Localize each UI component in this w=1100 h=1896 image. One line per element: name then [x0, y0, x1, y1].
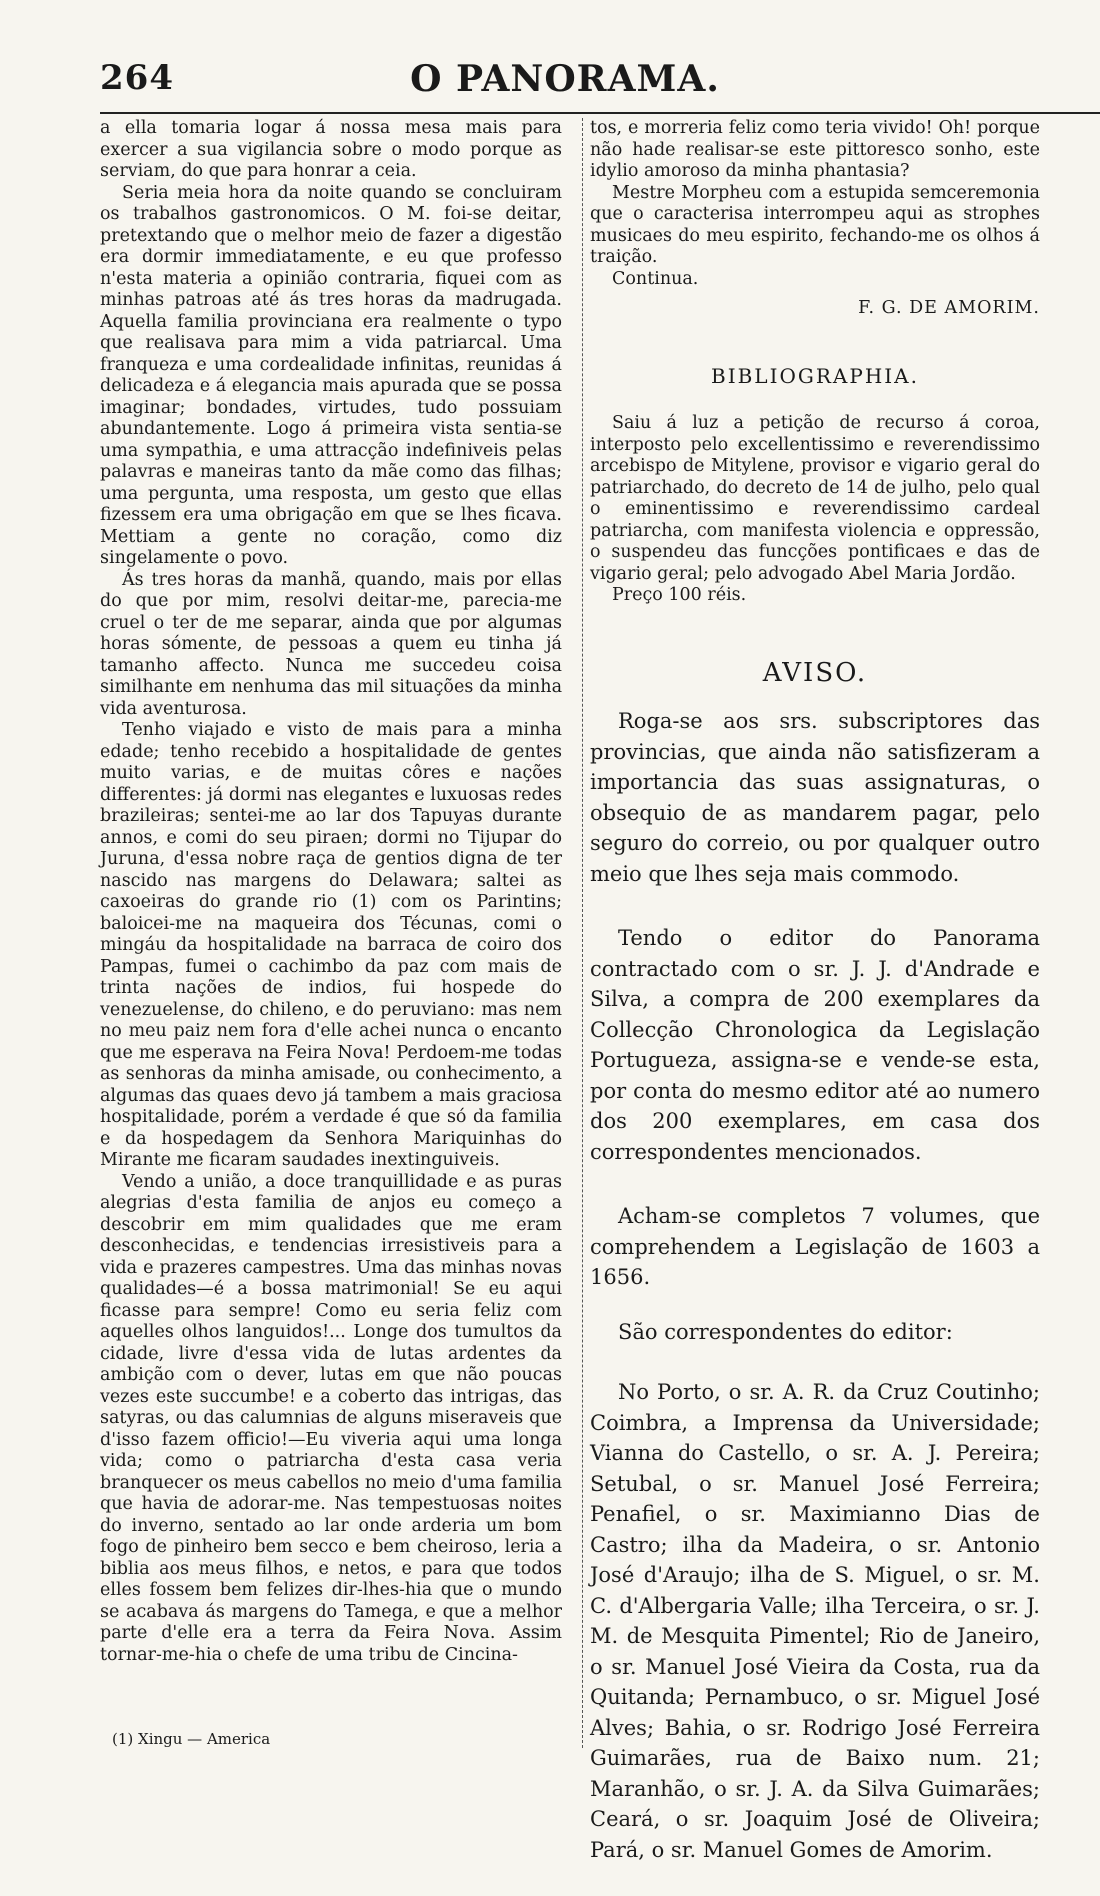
paragraph: Tenho viajado e visto de mais para a minha edade; tenho recebido a hospitalidade de gentes muito varias, e de muitas côres e nações differentes: já dormi nas elegantes e luxuosas redes brazileiras; sentei-me ao lar dos Tapuyas durante annos, e comi do seu piraen; dormi no Tijupar do Juruna, d'essa nobre raça de gentios digna de ter nascido nas margens do Delawara; saltei as caxoeiras do grande rio (1) com os Parintins; baloicei-me na maqueira dos Técunas, comi o mingáu da hospitalidade na barraca de coiro dos Pampas, fumei o cachimbo da paz com mais de trinta nações de indios, fui hospede do venezuelense, do chileno, e do peruviano: mas nem no meu paiz nem fora d'elle achei nunca o encanto que me esperava na Feira Nova! Perdoem-me todas as senhoras da minha amisade, ou conhecimento, a algumas das quaes devo já tambem a mais graciosa hospitalidade, porém a verdade é que só da familia e da hospedagem da Senhora Mariquinhas do Mirante me ficaram saudades inextinguiveis.: [100, 720, 562, 1170]
bibliographia-heading: BIBLIOGRAPHIA.: [711, 363, 919, 388]
header-rule: [100, 112, 1100, 114]
page-number: 264: [100, 58, 174, 98]
aviso-section: [590, 706, 1040, 1865]
paragraph: Mestre Morpheu com a estupida semceremonia que o caracterisa interrompeu aqui as strophes musicaes do meu espirito, fechando-me os olhos á traição.: [590, 182, 1040, 267]
paragraph: a ella tomaria logar á nossa mesa mais para exercer a sua vigilancia sobre o modo porque as serviam, do que para honrar a ceia.: [100, 118, 562, 181]
paragraph: Roga-se aos srs. subscriptores das provincias, que ainda não satisfizeram a importancia das suas assignaturas, o obsequio de as mandarem pagar, pelo seguro do correio, ou por qualquer outro meio que lhes seja mais commodo.: [590, 709, 1040, 886]
paragraph: Tendo o editor do Panorama contractado com o sr. J. J. d'Andrade e Silva, a compra de 200 exemplares da Collecção Chronologica da Legislação Portugueza, assigna-se e vende-se esta, por conta do mesmo editor até ao numero dos 200 exemplares, em casa dos correspondentes mencionados.: [590, 926, 1040, 1164]
right-column: [590, 118, 1040, 1865]
correspondents-list: No Porto, o sr. A. R. da Cruz Coutinho; Coimbra, a Imprensa da Universidade; Vianna do Castello, o sr. A. J. Pereira; Setubal, o sr. Manuel José Ferreira; Penafiel, o sr. Maximianno Dias de Castro; ilha da Madeira, o sr. Antonio José d'Araujo; ilha de S. Miguel, o sr. M. C. d'Albergaria Valle; ilha Terceira, o sr. J. M. de Mesquita Pimentel; Rio de Janeiro, o sr. Manuel José Vieira da Costa, rua da Quitanda; Pernambuco, o sr. Miguel José Alves; Bahia, o sr. Rodrigo José Ferreira Guimarães, rua de Baixo num. 21; Maranhão, o sr. J. A. da Silva Guimarães; Ceará, o sr. Joaquim José de Oliveira; Pará, o sr. Manuel Gomes de Amorim.: [590, 1380, 1040, 1862]
page-header: [100, 50, 1030, 110]
page-title: O PANORAMA.: [410, 58, 720, 100]
paragraph: Acham-se completos 7 volumes, que comprehendem a Legislação de 1603 a 1656.: [590, 1204, 1040, 1289]
continua-note: Continua.: [612, 268, 699, 289]
paragraph: Seria meia hora da noite quando se concluiram os trabalhos gastronomicos. O M. foi-se deitar, pretextando que o melhor meio de fazer a digestão era dormir immediatamente, e eu que professo n'esta materia a opinião contraria, fiquei com as minhas patroas até ás tres horas da madrugada. Aquella familia provinciana era realmente o typo que realisava para mim a vida patriarcal. Uma franqueza e uma cordealidade infinitas, reunidas á delicadeza e á elegancia mais apurada que se possa imaginar; bondades, virtudes, tudo possuiam abundantemente. Logo á primeira vista sentia-se uma sympathia, e uma attracção indefiniveis pelas palavras e maneiras tanto da mãe como das filhas; uma pergunta, uma resposta, um gesto que ellas fizessem era uma obrigação em que se lhes ficava. Mettiam a gente no coração, como diz singelamente o povo.: [100, 182, 562, 568]
bibliographia-text: Saiu á luz a petição de recurso á coroa, interposto pelo excellentissimo e reverendissimo arcebispo de Mitylene, provisor e vigario geral do patriarchado, do decreto de 14 de julho, pelo qual o eminentissimo e reverendissimo cardeal patriarcha, com manifesta violencia e oppressão, o suspendeu das funcções pontificaes e das de vigario geral; pelo advogado Abel Maria Jordão.: [590, 413, 1040, 584]
column-divider: [582, 118, 583, 1748]
paragraph: Ás tres horas da manhã, quando, mais por ellas do que por mim, resolvi deitar-me, parecia-me cruel o ter de me separar, ainda que por algumas horas sómente, de pessoas a quem eu tinha já tamanho affecto. Nunca me succedeu coisa similhante em nenhuma das mil situações da minha vida aventurosa.: [100, 569, 562, 719]
paragraph: Vendo a união, a doce tranquillidade e as puras alegrias d'esta familia de anjos eu começo a descobrir em mim qualidades que me eram desconhecidas, e tendencias irresistiveis para a vida e prazeres campestres. Uma das minhas novas qualidades—é a bossa matrimonial! Se eu aqui ficasse para sempre! Como eu seria feliz com aquelles olhos languidos!... Longe dos tumultos da cidade, livre d'essa vida de lutas ardentes da ambição com o dever, lutas em que não poucas vezes este succumbe! e a coberto das intrigas, das satyras, ou das calumnias de alguns miseraveis que d'isso fazem officio!—Eu viveria aqui uma longa vida; como o patriarcha d'esta casa veria branquecer os meus cabellos no meio d'uma familia que havia de adorar-me. Nas tempestuosas noites do inverno, sentado ao lar onde arderia um bom fogo de pinheiro bem secco e bem cheiroso, leria a biblia aos meus filhos, e netos, e para que todos elles fossem bem felizes dir-lhes-hia que o mundo se acabava ás margens do Tamega, e que a melhor parte d'elle era a terra da Feira Nova. Assim tornar-me-hia o chefe de uma tribu de Cincina-: [100, 1171, 562, 1665]
left-column: [100, 118, 562, 1666]
paragraph: tos, e morreria feliz como teria vivido! Oh! porque não hade realisar-se este pittoresco sonho, este idylio amoroso da minha phantasia?: [590, 118, 1040, 181]
price-note: Preço 100 réis.: [612, 585, 747, 605]
aviso-heading: AVISO.: [762, 657, 868, 688]
author-signature: F. G. DE AMORIM.: [858, 298, 1040, 318]
paragraph: São correspondentes do editor:: [618, 1319, 953, 1344]
footnote: (1) Xingu — America: [112, 1730, 271, 1748]
